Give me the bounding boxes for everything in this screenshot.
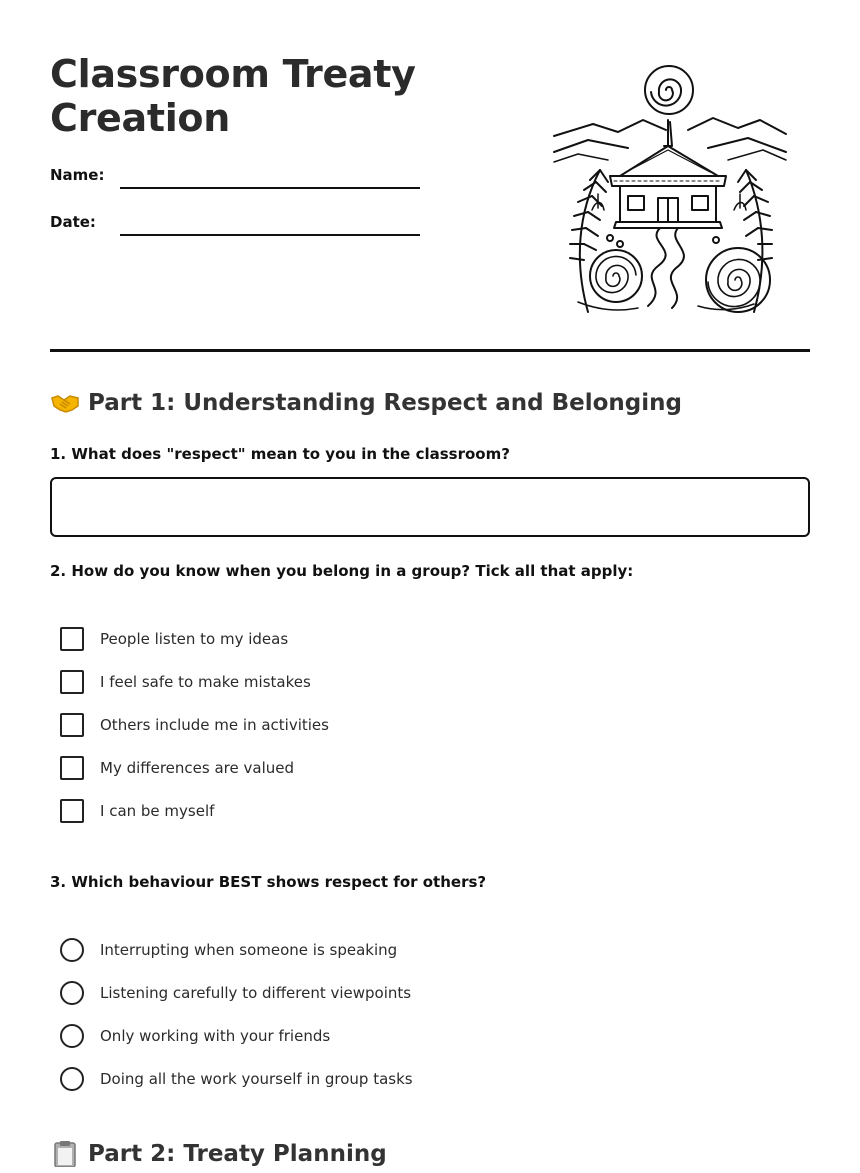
date-field[interactable]: [120, 234, 420, 236]
date-label: Date:: [50, 213, 96, 231]
checkbox-option[interactable]: [60, 670, 311, 694]
radio-button[interactable]: [60, 1024, 84, 1048]
checkbox-label: I feel safe to make mistakes: [100, 673, 311, 691]
checkbox-option[interactable]: [60, 756, 294, 780]
checkbox-label: I can be myself: [100, 802, 215, 820]
radio-label: Doing all the work yourself in group tasks: [100, 1070, 413, 1088]
checkbox-option[interactable]: [60, 799, 214, 823]
radio-label: Listening carefully to different viewpoints: [100, 984, 412, 1002]
radio-button[interactable]: [60, 981, 84, 1005]
respect-answer-input[interactable]: [50, 477, 810, 537]
checkbox[interactable]: [60, 627, 84, 651]
handshake-icon: [50, 390, 80, 416]
page-title: Classroom Treaty Creation: [50, 52, 416, 140]
radio-option[interactable]: [60, 938, 397, 962]
name-field[interactable]: [120, 187, 420, 189]
radio-button[interactable]: [60, 938, 84, 962]
part1-title: Part 1: Understanding Respect and Belonging: [88, 390, 682, 416]
checkbox[interactable]: [60, 670, 84, 694]
part2-heading: [50, 1141, 387, 1167]
checkbox-label: People listen to my ideas: [100, 630, 289, 648]
clipboard-icon: [50, 1141, 80, 1167]
radio-label: Interrupting when someone is speaking: [100, 941, 398, 959]
part2-title: Part 2: Treaty Planning: [88, 1141, 387, 1167]
checkbox-option[interactable]: [60, 713, 329, 737]
radio-label: Only working with your friends: [100, 1027, 331, 1045]
checkbox[interactable]: [60, 713, 84, 737]
question-3: 3. Which behaviour BEST shows respect for others?: [50, 873, 487, 891]
section-divider: [50, 349, 810, 352]
question-1: 1. What does "respect" mean to you in the classroom?: [50, 445, 510, 463]
marae-illustration: [548, 62, 793, 317]
radio-option[interactable]: [60, 1024, 330, 1048]
radio-option[interactable]: [60, 1067, 413, 1091]
radio-option[interactable]: [60, 981, 411, 1005]
checkbox[interactable]: [60, 799, 84, 823]
radio-button[interactable]: [60, 1067, 84, 1091]
checkbox-label: My differences are valued: [100, 759, 294, 777]
checkbox[interactable]: [60, 756, 84, 780]
question-2: 2. How do you know when you belong in a group? Tick all that apply:: [50, 562, 634, 580]
name-label: Name:: [50, 166, 105, 184]
part1-heading: [50, 390, 682, 416]
checkbox-label: Others include me in activities: [100, 716, 329, 734]
checkbox-option[interactable]: [60, 627, 288, 651]
